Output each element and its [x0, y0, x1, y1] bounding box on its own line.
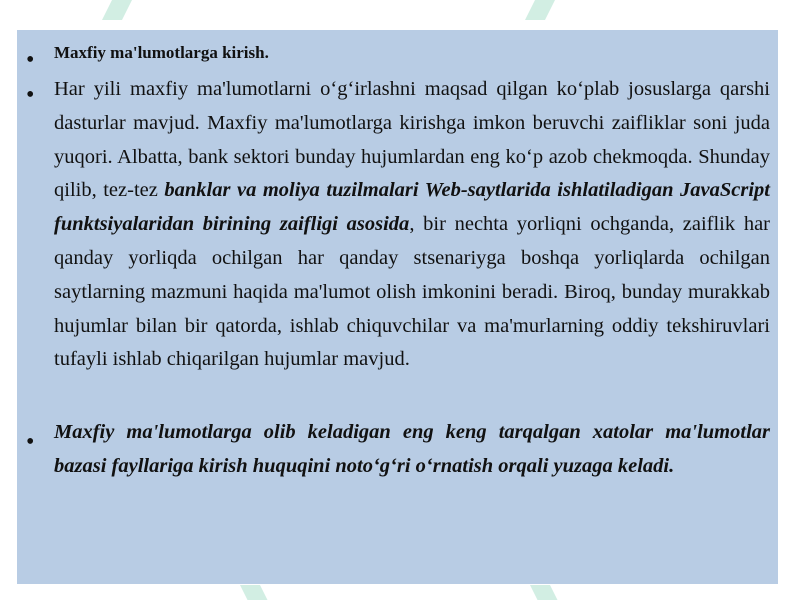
bullet-paragraph	[54, 73, 770, 377]
paragraph-emphasis: banklar va moliya tuzilmalari Web-saytlarida ishlatiladigan JavaScript funktsiyalaridan birining zaifligi asosida	[54, 179, 771, 236]
bullet-dot: •	[26, 82, 35, 108]
paragraph-text: , bir nechta yorliqni ochganda, zaiflik har qanday yorliqda ochilgan har qanday stsenariyga boshqa yorliqlarda ochilgan saytlarning mazmuni haqida ma'lumot olish imkonini beradi. Biroq, bunday murakkab hujumlar bilan bir qatorda, ishlab chiquvchilar va ma'murlarning oddiy tekshiruvlari tufayli ishlab chiqarilgan hujumlar mavjud.	[54, 213, 770, 371]
bullet-dot: •	[26, 429, 35, 455]
bullet-conclusion: Maxfiy ma'lumotlarga olib keladigan eng keng tarqalgan xatolar ma'lumotlar bazasi fayllariga kirish huquqini noto‘g‘ri o‘rnatish orqali yuzaga keladi.	[54, 421, 770, 477]
paragraph-text: Har yili maxfiy ma'lumotlarni o‘g‘irlashni maqsad qilgan ko‘plab josuslarga qarshi dasturlar mavjud. Maxfiy ma'lumotlarga kirishga imkon beruvchi zaifliklar soni juda yuqori. Albatta, bank sektori bunday hujumlardan eng ko‘p azob chekmoqda. Shunday qilib, tez-tez	[54, 78, 770, 202]
bullet-dot: •	[26, 47, 35, 73]
bullet-heading: Maxfiy ma'lumotlarga kirish.	[54, 43, 269, 62]
